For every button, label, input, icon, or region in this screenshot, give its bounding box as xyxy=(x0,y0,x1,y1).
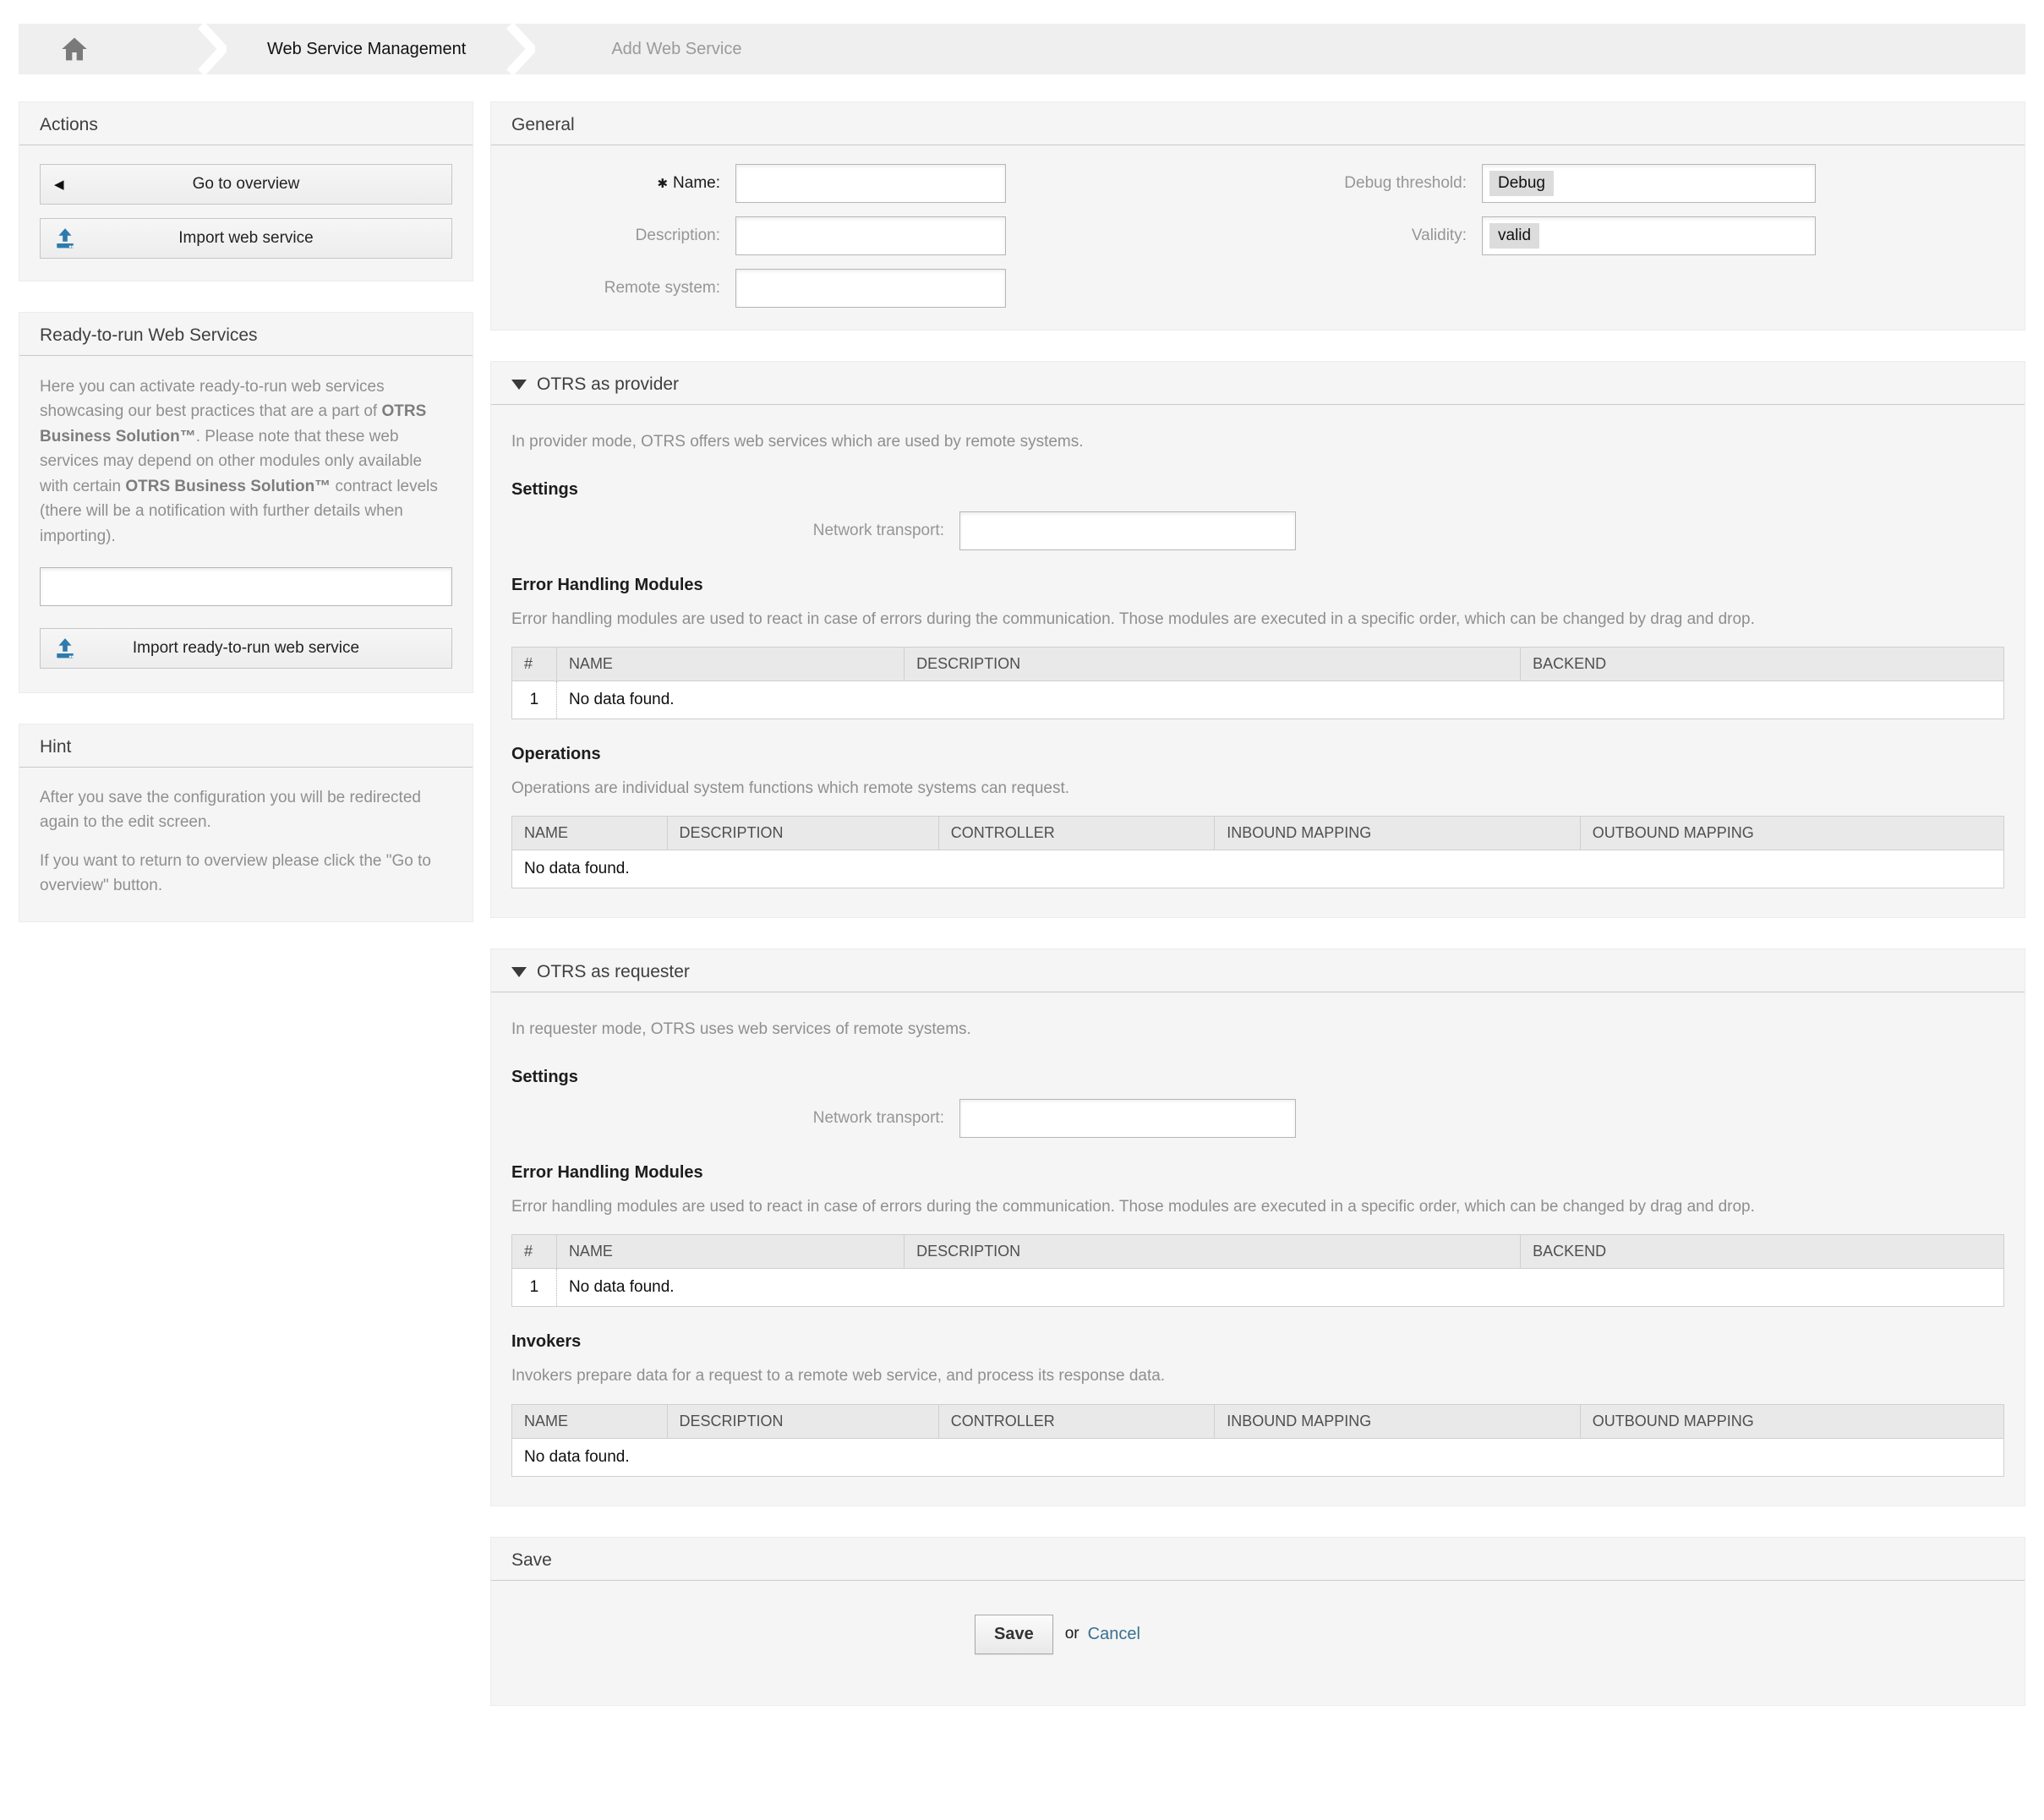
breadcrumb xyxy=(19,24,2025,74)
hint-paragraph-1: After you save the configuration you will be redirected again to the edit screen. xyxy=(40,789,421,831)
remote-system-field[interactable] xyxy=(735,269,1006,308)
breadcrumb-item-web-service-management[interactable]: Web Service Management xyxy=(267,39,467,58)
provider-error-handling-table xyxy=(511,647,2004,719)
provider-widget-header[interactable] xyxy=(491,362,2025,405)
row-index: 1 xyxy=(512,1269,557,1307)
actions-widget xyxy=(19,101,473,281)
provider-widget xyxy=(490,361,2025,918)
ready-to-run-widget xyxy=(19,312,473,693)
home-icon[interactable] xyxy=(61,36,88,62)
name-label: ✱ Name: xyxy=(657,174,720,192)
requester-settings-heading: Settings xyxy=(511,1067,578,1086)
import-web-service-label: Import web service xyxy=(178,229,314,247)
or-text: or xyxy=(1064,1625,1079,1643)
import-ready-to-run-label: Import ready-to-run web service xyxy=(132,639,360,658)
column-header: INBOUND MAPPING xyxy=(1215,1404,1580,1438)
validity-value: valid xyxy=(1489,223,1539,249)
table-row xyxy=(512,1269,2004,1307)
requester-widget xyxy=(490,948,2025,1506)
column-header: CONTROLLER xyxy=(938,817,1215,850)
requester-intro: In requester mode, OTRS uses web services of remote systems. xyxy=(511,1020,971,1039)
empty-row-message: No data found. xyxy=(556,680,2003,719)
general-widget-title: General xyxy=(491,102,2025,145)
brand-name: OTRS Business Solution™ xyxy=(40,402,427,445)
column-header: # xyxy=(512,647,557,680)
debug-threshold-value: Debug xyxy=(1489,171,1554,196)
go-to-overview-button[interactable] xyxy=(40,164,452,205)
upload-icon xyxy=(54,227,76,249)
column-header: INBOUND MAPPING xyxy=(1215,817,1580,850)
provider-settings-heading: Settings xyxy=(511,479,578,499)
empty-row-message: No data found. xyxy=(512,850,2004,888)
import-web-service-button[interactable] xyxy=(40,218,452,259)
column-header: DESCRIPTION xyxy=(667,817,938,850)
provider-error-handling-description: Error handling modules are used to react in case of errors during the communication. Those modules are executed in a specific order, which can be changed by drag and drop. xyxy=(511,609,1755,628)
name-field[interactable] xyxy=(735,164,1006,203)
save-button[interactable]: Save xyxy=(975,1615,1053,1654)
actions-widget-title: Actions xyxy=(19,102,473,145)
table-row xyxy=(512,1438,2004,1476)
validity-select[interactable] xyxy=(1482,216,1816,255)
main-content xyxy=(490,101,2025,1736)
table-row xyxy=(512,680,2004,719)
column-header: NAME xyxy=(512,817,668,850)
column-header: # xyxy=(512,1235,557,1269)
validity-label: Validity: xyxy=(1411,227,1467,244)
save-widget-title: Save xyxy=(491,1538,2025,1581)
required-marker: ✱ xyxy=(657,177,669,191)
column-header: BACKEND xyxy=(1521,647,2004,680)
requester-network-transport-field[interactable] xyxy=(959,1099,1296,1138)
column-header: BACKEND xyxy=(1521,1235,2004,1269)
provider-error-handling-heading: Error Handling Modules xyxy=(511,575,703,594)
requester-invokers-description: Invokers prepare data for a request to a remote web service, and process its response data. xyxy=(511,1367,1166,1385)
debug-threshold-label: Debug threshold: xyxy=(1344,174,1467,192)
provider-network-transport-field[interactable] xyxy=(959,511,1296,550)
column-header: NAME xyxy=(512,1404,668,1438)
brand-name: OTRS Business Solution™ xyxy=(125,477,331,495)
back-triangle-icon: ◀ xyxy=(54,178,64,192)
ready-to-run-widget-title: Ready-to-run Web Services xyxy=(19,313,473,356)
table-row xyxy=(512,850,2004,888)
requester-network-transport-label: Network transport: xyxy=(812,1108,944,1127)
breadcrumb-chevron-icon xyxy=(198,24,227,74)
general-widget xyxy=(490,101,2025,331)
provider-intro: In provider mode, OTRS offers web services which are used by remote systems. xyxy=(511,433,1084,451)
ready-to-run-description: Here you can activate ready-to-run web services showcasing our best practices that are a part of OTRS Business Solution™. Please note that these web services may depend on other modules only available with certain OTRS Business Solution™ contract levels (there will be a notification with further details when importing). xyxy=(40,378,438,545)
requester-widget-title: OTRS as requester xyxy=(537,962,690,982)
column-header: DESCRIPTION xyxy=(667,1404,938,1438)
requester-error-handling-table xyxy=(511,1234,2004,1307)
empty-row-message: No data found. xyxy=(556,1269,2003,1307)
breadcrumb-chevron-icon xyxy=(506,24,535,74)
column-header: NAME xyxy=(556,1235,904,1269)
column-header: DESCRIPTION xyxy=(904,647,1521,680)
collapse-triangle-icon xyxy=(511,380,527,390)
requester-widget-header[interactable] xyxy=(491,949,2025,992)
upload-icon xyxy=(54,637,76,659)
row-index: 1 xyxy=(512,680,557,719)
import-ready-to-run-button[interactable] xyxy=(40,628,452,669)
hint-widget-title: Hint xyxy=(19,724,473,768)
column-header: OUTBOUND MAPPING xyxy=(1580,1404,2003,1438)
sidebar xyxy=(19,101,473,953)
debug-threshold-select[interactable] xyxy=(1482,164,1816,203)
hint-paragraph-2: If you want to return to overview please click the "Go to overview" button. xyxy=(40,852,431,894)
description-label: Description: xyxy=(635,227,720,244)
column-header: OUTBOUND MAPPING xyxy=(1580,817,2003,850)
column-header: DESCRIPTION xyxy=(904,1235,1521,1269)
provider-widget-title: OTRS as provider xyxy=(537,374,680,394)
go-to-overview-label: Go to overview xyxy=(192,175,300,193)
provider-operations-heading: Operations xyxy=(511,744,601,763)
column-header: CONTROLLER xyxy=(938,1404,1215,1438)
breadcrumb-item-add-web-service: Add Web Service xyxy=(611,39,742,58)
provider-network-transport-label: Network transport: xyxy=(812,521,944,539)
provider-operations-table xyxy=(511,816,2004,888)
remote-system-label: Remote system: xyxy=(604,279,720,297)
save-widget xyxy=(490,1537,2025,1706)
provider-operations-description: Operations are individual system functions which remote systems can request. xyxy=(511,779,1070,797)
requester-invokers-table xyxy=(511,1404,2004,1477)
requester-invokers-heading: Invokers xyxy=(511,1332,582,1352)
hint-widget xyxy=(19,724,473,922)
description-field[interactable] xyxy=(735,216,1006,255)
empty-row-message: No data found. xyxy=(512,1438,2004,1476)
column-header: NAME xyxy=(556,647,904,680)
requester-error-handling-description: Error handling modules are used to react in case of errors during the communication. Those modules are executed in a specific order, which can be changed by drag and drop. xyxy=(511,1197,1755,1216)
ready-to-run-select[interactable] xyxy=(40,567,452,606)
cancel-link[interactable]: Cancel xyxy=(1087,1624,1140,1643)
collapse-triangle-icon xyxy=(511,967,527,977)
requester-error-handling-heading: Error Handling Modules xyxy=(511,1162,703,1182)
